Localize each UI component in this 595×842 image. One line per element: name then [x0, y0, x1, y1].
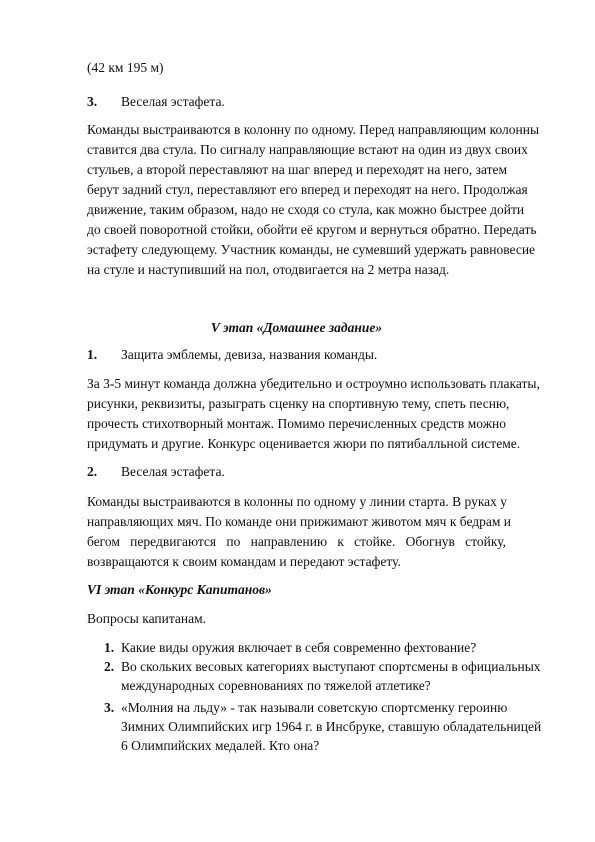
- question-text: «Молния на льду» - так называли советскую спортсменку героиню: [121, 700, 508, 715]
- paragraph-line: берут задний стул, переставляют его вперед и переходят на него. Продолжая: [87, 182, 528, 197]
- question-text: Какие виды оружия включает в себя современно фехтование?: [121, 640, 477, 655]
- stage5-item1-number: 1.: [87, 347, 98, 362]
- paragraph-line: на стуле и наступивший на пол, отодвигается на 2 метра назад.: [87, 262, 450, 277]
- paragraph-line: бегом передвигаются по направлению к стойке. Обогнув стойку,: [87, 534, 506, 549]
- question-text: 6 Олимпийских медалей. Кто она?: [121, 738, 320, 753]
- section3-number: 3.: [87, 94, 98, 109]
- relay-distance: (42 км 195 м): [87, 60, 164, 75]
- question-text: международных соревнованиях по тяжелой атлетике?: [121, 678, 431, 693]
- stage6-intro: Вопросы капитанам.: [87, 611, 207, 626]
- question-number: 2.: [104, 659, 115, 674]
- paragraph-line: Команды выстраиваются в колонны по одному у линии старта. В руках у: [87, 494, 508, 509]
- stage5-heading: V этап «Домашнее задание»: [210, 320, 383, 335]
- question-text: Зимних Олимпийских игр 1964 г. в Инсбруке, ставшую обладательницей: [121, 719, 542, 734]
- paragraph-line: прочесть стихотворный монтаж. Помимо перечисленных средств можно: [87, 416, 506, 431]
- section3-title: Веселая эстафета.: [121, 94, 225, 109]
- paragraph-line: Команды выстраиваются в колонну по одному. Перед направляющим колонны: [87, 122, 540, 137]
- question-number: 3.: [104, 700, 115, 715]
- stage5-item1-title: Защита эмблемы, девиза, названия команды.: [121, 347, 378, 362]
- paragraph-line: направляющих мяч. По команде они прижимают животом мяч к бедрам и: [87, 514, 512, 529]
- paragraph-line: до своей поворотной стойки, обойти её кругом и вернуться обратно. Передать: [87, 222, 537, 237]
- paragraph-line: эстафету следующему. Участник команды, не сумевший удержать равновесие: [87, 242, 536, 257]
- stage6-heading: VI этап «Конкурс Капитанов»: [87, 582, 272, 597]
- question-number: 1.: [104, 640, 115, 655]
- question-text: Во скольких весовых категориях выступают спортсмены в официальных: [121, 659, 541, 674]
- paragraph-line: рисунки, реквизиты, разыграть сценку на спортивную тему, спеть песню,: [87, 396, 510, 411]
- paragraph-line: За 3-5 минут команда должна убедительно и остроумно использовать плакаты,: [87, 376, 540, 391]
- paragraph-line: стульев, а второй переставляют на шаг вперед и переходят на него, затем: [87, 162, 508, 177]
- paragraph-line: придумать и другие. Конкурс оценивается жюри по пятибалльной системе.: [87, 436, 521, 451]
- stage5-item2-number: 2.: [87, 464, 98, 479]
- stage5-item2-title: Веселая эстафета.: [121, 464, 225, 479]
- paragraph-line: возвращаются к своим командам и передают эстафету.: [87, 554, 401, 569]
- paragraph-line: движение, таким образом, надо не сходя со стула, как можно быстрее дойти: [87, 202, 525, 217]
- paragraph-line: ставится два стула. По сигналу направляющие встают на один из двух своих: [87, 142, 528, 157]
